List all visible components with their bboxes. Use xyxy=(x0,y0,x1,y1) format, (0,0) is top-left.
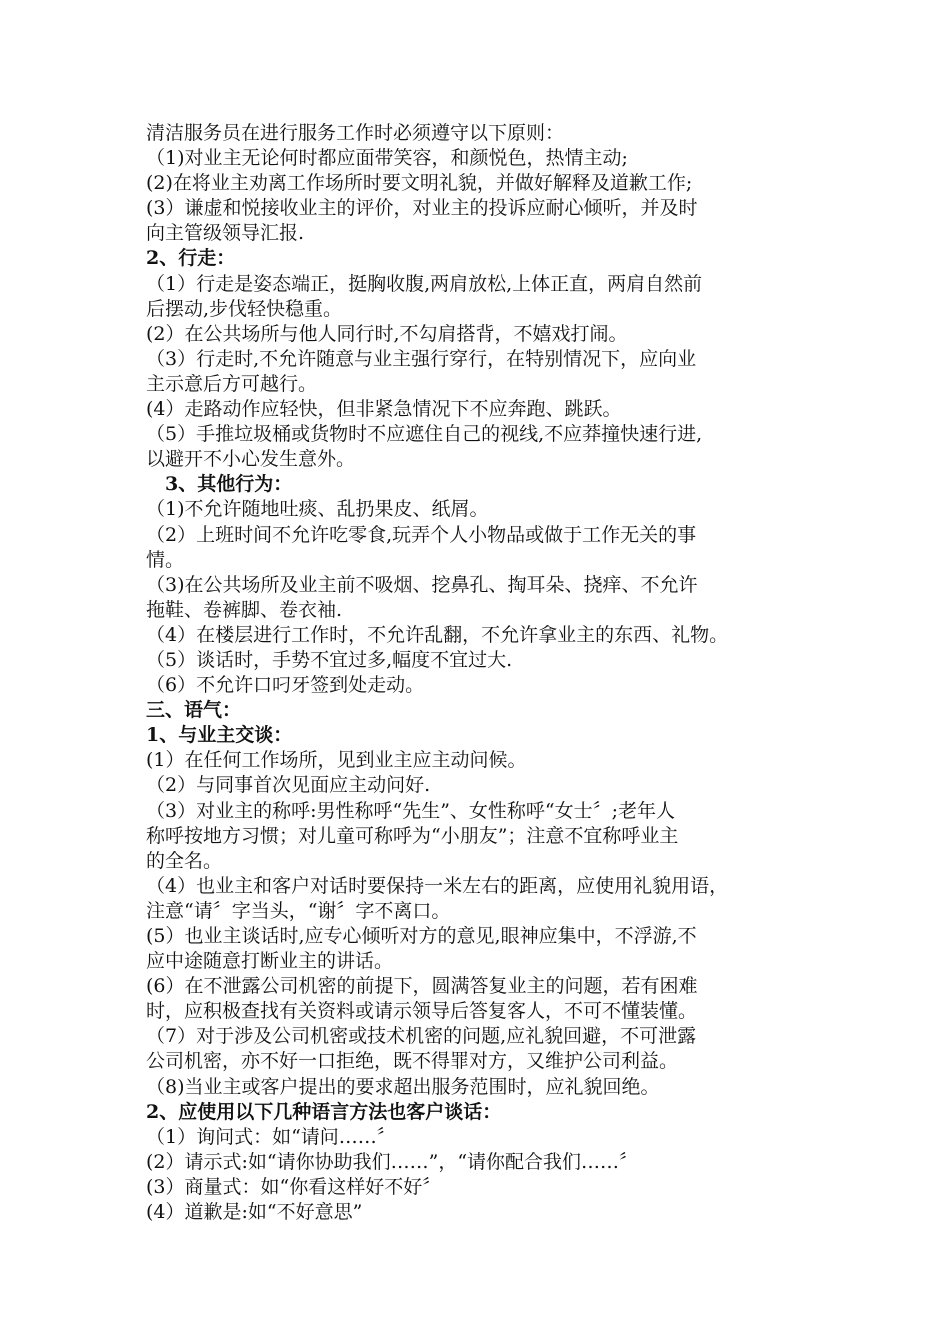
text-line: (4）走路动作应轻快，但非紧急情况下不应奔跑、跳跃。 xyxy=(146,398,622,421)
section-heading: 三、语气： xyxy=(146,699,242,722)
text-line: （3）行走时,不允许随意与业主强行穿行，在特别情况下，应向业 xyxy=(146,347,697,370)
text-line: 以避开不小心发生意外。 xyxy=(146,448,356,471)
text-line: (2）请示式:如“请你协助我们……”，“请你配合我们……〞 xyxy=(146,1150,639,1173)
text-line: (3）谦虚和悦接收业主的评价，对业主的投诉应耐心倾听，并及时 xyxy=(146,197,698,220)
text-line: 情。 xyxy=(146,548,185,571)
text-line: （6）不允许口叼牙签到处走动。 xyxy=(146,674,425,697)
text-line: (4）道歉是:如“不好意思” xyxy=(146,1201,363,1224)
text-line: 向主管级领导汇报. xyxy=(146,222,305,245)
text-line: （5）手推垃圾桶或货物时不应遮住自己的视线,不应莽撞快速行进, xyxy=(146,423,703,446)
text-line: 清洁服务员在进行服务工作时必须遵守以下原则： xyxy=(146,122,565,144)
section-heading: 2、应使用以下几种语言方法也客户谈话： xyxy=(146,1100,502,1123)
text-line: （1)不允许随地吐痰、乱扔果皮、纸屑。 xyxy=(146,498,489,521)
section-heading: 1、与业主交谈： xyxy=(146,724,293,747)
text-line: （1)对业主无论何时都应面带笑容，和颜悦色，热情主动; xyxy=(146,147,628,170)
text-line: 的全名。 xyxy=(146,849,223,872)
text-line: （3)在公共场所及业主前不吸烟、挖鼻孔、掏耳朵、挠痒、不允许 xyxy=(146,573,698,596)
text-line: 公司机密，亦不好一口拒绝，既不得罪对方，又维护公司利益。 xyxy=(146,1050,679,1073)
text-line: （1）行走是姿态端正，挺胸收腹,两肩放松,上体正直，两肩自然前 xyxy=(146,272,703,295)
text-line: (2)在将业主劝离工作场所时要文明礼貌，并做好解释及道歉工作; xyxy=(146,172,693,195)
text-line: (6）在不泄露公司机密的前提下，圆满答复业主的问题，若有困难 xyxy=(146,975,698,998)
text-line: (3）商量式：如“你看这样好不好〞 xyxy=(146,1175,442,1198)
text-line: （2）与同事首次见面应主动问好. xyxy=(146,774,431,797)
text-line: （1）询问式：如“请问……〞 xyxy=(146,1125,396,1148)
text-line: 主示意后方可越行。 xyxy=(146,372,318,395)
text-line: (2）在公共场所与他人同行时,不勾肩搭背，不嬉戏打闹。 xyxy=(146,322,628,345)
text-line: 时，应积极查找有关资料或请示领导后答复客人，不可不懂装懂。 xyxy=(146,1000,698,1023)
text-line: （4）也业主和客户对话时要保持一米左右的距离，应使用礼貌用语， xyxy=(146,874,729,897)
text-line: 拖鞋、卷裤脚、卷衣袖. xyxy=(146,598,343,621)
text-line: 后摆动,步伐轻快稳重。 xyxy=(146,297,343,320)
text-line: （2）上班时间不允许吃零食,玩弄个人小物品或做于工作无关的事 xyxy=(146,523,697,546)
text-line: （7）对于涉及公司机密或技术机密的问题,应礼貌回避，不可泄露 xyxy=(146,1025,697,1048)
text-line: （3）对业主的称呼:男性称呼“先生”、女性称呼“女士〞;老年人 xyxy=(146,799,676,822)
text-line: 注意“请〞字当头，“谢〞字不离口。 xyxy=(146,899,451,922)
text-line: 称呼按地方习惯；对儿童可称呼为“小朋友”；注意不宜称呼业主 xyxy=(146,824,679,847)
text-line: 应中途随意打断业主的讲话。 xyxy=(146,950,394,973)
text-line: （8)当业主或客户提出的要求超出服务范围时，应礼貌回绝。 xyxy=(146,1075,660,1098)
text-line: （4）在楼层进行工作时，不允许乱翻，不允许拿业主的东西、礼物。 xyxy=(146,623,729,646)
section-heading: 3、其他行为： xyxy=(165,473,293,496)
text-line: (5）也业主谈话时,应专心倾听对方的意见,眼神应集中，不浮游,不 xyxy=(146,925,697,947)
section-heading: 2、行走： xyxy=(146,247,236,270)
text-line: (1）在任何工作场所，见到业主应主动问候。 xyxy=(146,749,527,772)
text-line: （5）谈话时，手势不宜过多,幅度不宜过大. xyxy=(146,648,513,671)
document-body xyxy=(146,121,826,1225)
